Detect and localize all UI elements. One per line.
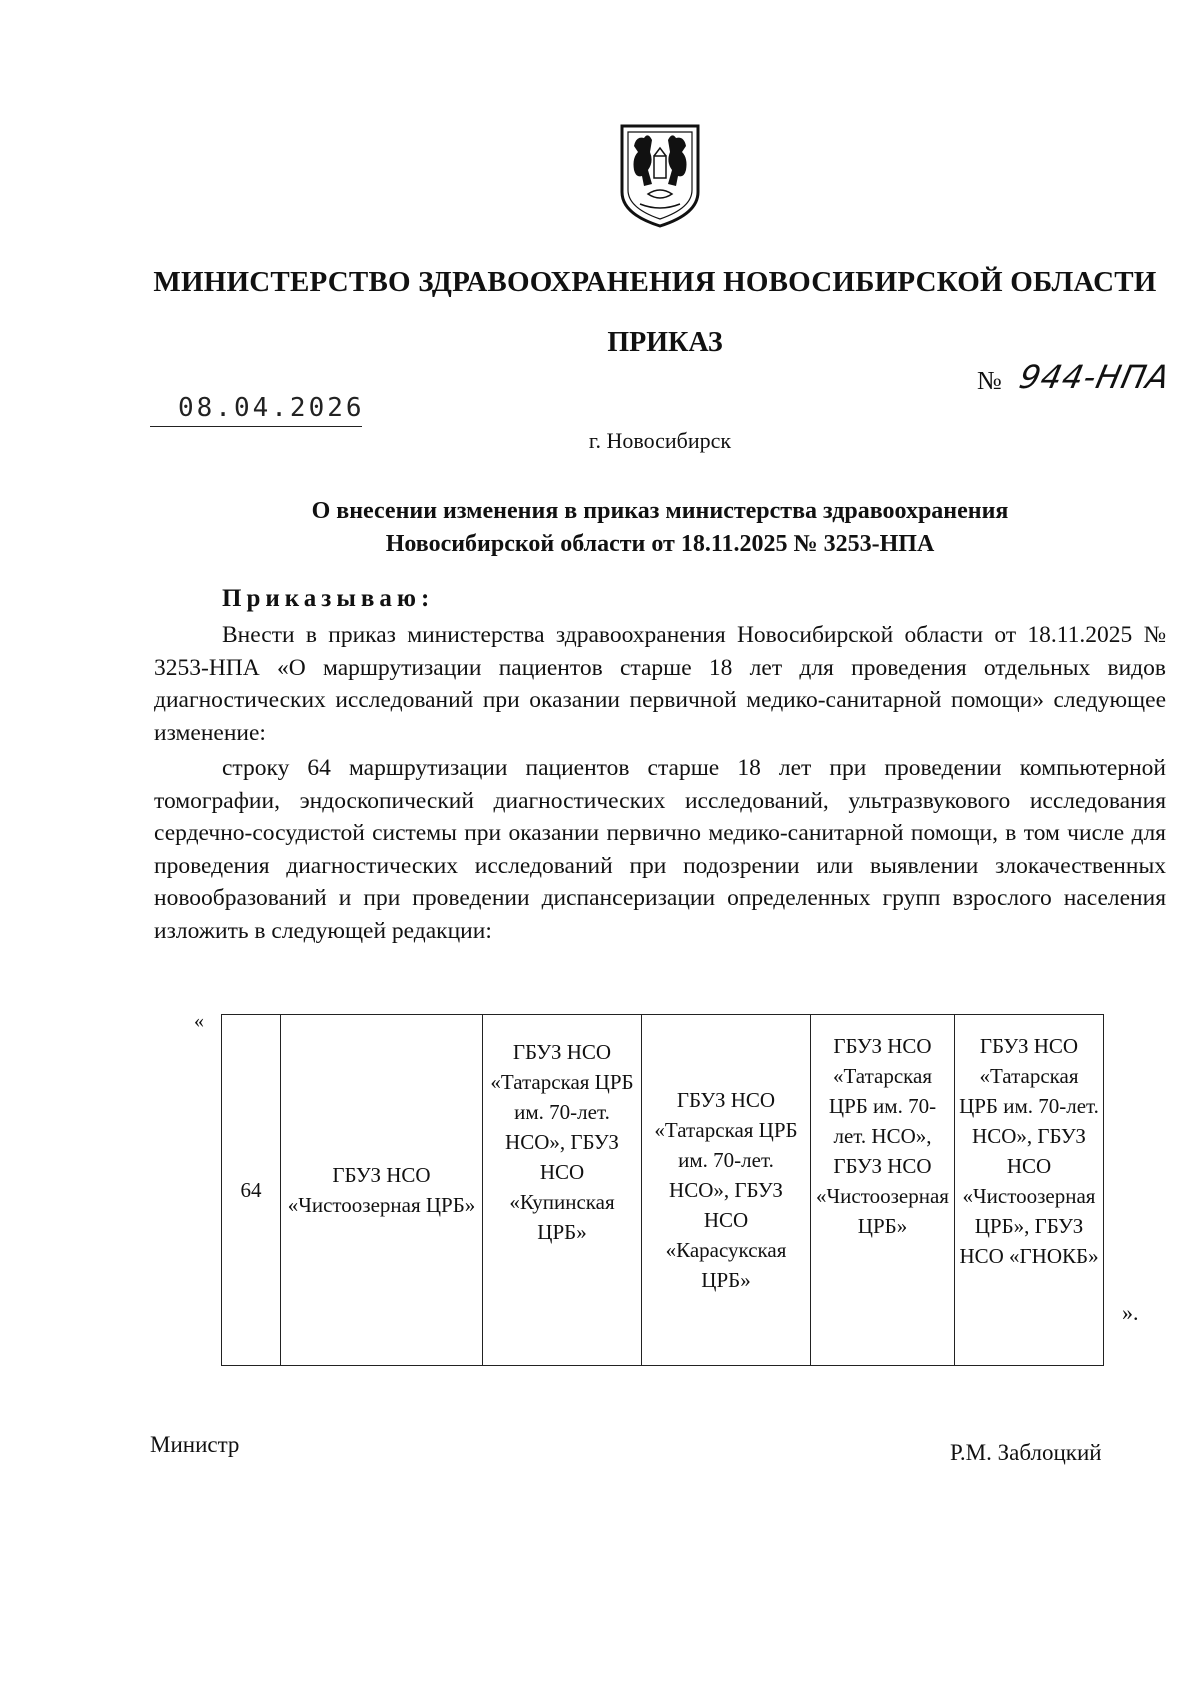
table-row [222, 1015, 1104, 1366]
paragraph-2: строку 64 маршрутизации пациентов старше 18 лет при проведении компьютерной томографии, эндоскопический диагностических исследований, ультразвукового исследования сердечно-сосудистой системы при оказании первично медико-санитарной помощи, в том числе для проведения диагностических исследований при подозрении или выявлении злокачественных новообразований и при проведении диспансеризации определенных групп взрослого населения изложить в следующей редакции: [154, 755, 1166, 944]
document-title [150, 495, 1170, 561]
signatory-title: Министр [150, 1432, 240, 1457]
paragraph-1: Внести в приказ министерства здравоохранения Новосибирской области от 18.11.2025 № 3253-НПА «О маршрутизации пациентов старше 18 лет для проведения отдельных видов диагностических исследований при оказании первичной медико-санитарной помощи» следующее изменение: [154, 622, 1166, 746]
order-number-value: 944-НПА [1015, 358, 1174, 396]
table-cell-col5: ГБУЗ НСО «Татарская ЦРБ им. 70-лет. НСО», ГБУЗ НСО «Чистоозерная ЦРБ» [811, 1015, 955, 1366]
table-cell-col6: ГБУЗ НСО «Татарская ЦРБ им. 70-лет. НСО», ГБУЗ НСО «Чистоозерная ЦРБ», ГБУЗ НСО «ГНОКБ» [955, 1015, 1104, 1366]
table-cell-col3: ГБУЗ НСО «Татарская ЦРБ им. 70-лет. НСО», ГБУЗ НСО «Купинская ЦРБ» [483, 1015, 642, 1366]
title-line-2: Новосибирской области от 18.11.2025 № 3253-НПА [385, 531, 935, 557]
document-type: ПРИКАЗ [607, 327, 723, 358]
signatory-name: Р.М. Заблоцкий [950, 1440, 1102, 1465]
ministry-name: МИНИСТЕРСТВО ЗДРАВООХРАНЕНИЯ НОВОСИБИРСКОЙ ОБЛАСТИ [153, 266, 1157, 298]
date-underline [150, 426, 362, 427]
table-cell-col2: ГБУЗ НСО «Чистоозерная ЦРБ» [281, 1015, 483, 1366]
order-heading: Приказываю: [222, 585, 435, 612]
routing-table [221, 1014, 1104, 1366]
title-line-1: О внесении изменения в приказ министерства здравоохранения [311, 498, 1009, 524]
table-cell-number: 64 [222, 1015, 281, 1366]
order-date: 08.04.2026 [178, 393, 365, 423]
city: г. Новосибирск [588, 428, 732, 453]
opening-quote: « [194, 1010, 204, 1032]
closing-quote: ». [1122, 1300, 1139, 1325]
novosibirsk-oblast-coat-of-arms-icon [618, 122, 702, 228]
order-number-label: № [977, 366, 1002, 395]
table-cell-col4: ГБУЗ НСО «Татарская ЦРБ им. 70-лет. НСО», ГБУЗ НСО «Карасукская ЦРБ» [642, 1015, 811, 1366]
